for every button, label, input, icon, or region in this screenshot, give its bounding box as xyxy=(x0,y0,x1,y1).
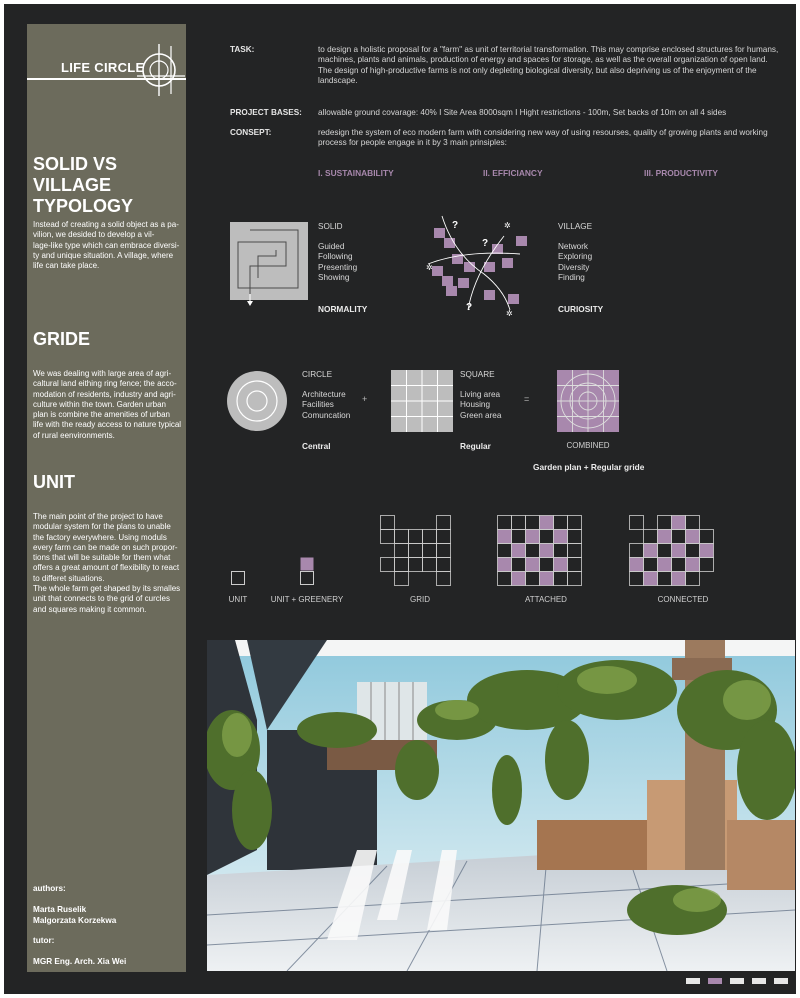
solid-spiral-diagram xyxy=(230,222,308,306)
connected-unit-cell xyxy=(686,572,700,586)
unit-greenery-label: UNIT + GREENERY xyxy=(270,595,344,604)
attached-unit-cell xyxy=(554,558,568,572)
attached-unit-cell xyxy=(554,530,568,544)
grid-unit-cell xyxy=(409,530,423,544)
grid-unit-cell xyxy=(437,544,451,558)
connected-unit-cell xyxy=(672,572,686,586)
connected-unit-cell xyxy=(630,544,644,558)
attached-unit-cell xyxy=(568,558,582,572)
circle-title: CIRCLE xyxy=(302,370,333,379)
solid-words: Guided Following Presenting Showing xyxy=(318,242,358,283)
connected-unit-cell xyxy=(672,544,686,558)
section-text-typology: Instead of creating a solid object as a pa- vilion, we desided to develop a vil- lage-like type which can embrace diversi- ty and unique situation. A village, where life can take place. xyxy=(33,220,180,271)
concept-label: CONSEPT: xyxy=(230,128,272,137)
attached-unit-cell xyxy=(498,530,512,544)
normality-label: NORMALITY xyxy=(318,304,368,314)
task-text: to design a holistic proposal for a "farm" as unit of territorial transformation. This may comprise enclosed structures for humans, machines, plants and animals, production of energy and spaces for storage, as well as the overall organization of open land. The design of high-productive farms is not only depleting biological diversity, but also depriving us of the enjoyment of the landscape. xyxy=(318,45,779,86)
combined-label: COMBINED xyxy=(566,441,610,450)
project-bases-text: allowable ground covarage: 40% I Site Area 8000sqm I Hight restrictions - 100m, Set backs of 10m on all 4 sides xyxy=(318,108,727,117)
attached-unit-cell xyxy=(568,544,582,558)
svg-text:?: ? xyxy=(466,302,473,313)
attached-units-diagram xyxy=(497,515,597,587)
connected-unit-cell xyxy=(672,530,686,544)
attached-unit-cell xyxy=(526,572,540,586)
attached-unit-cell xyxy=(526,558,540,572)
combined-diagram xyxy=(557,370,619,432)
attached-unit-cell xyxy=(512,572,526,586)
square-title: SQUARE xyxy=(460,370,495,379)
attached-unit-cell xyxy=(512,516,526,530)
connected-unit-cell xyxy=(658,572,672,586)
grid-unit-cell xyxy=(381,530,395,544)
grid-unit-cell xyxy=(395,530,409,544)
svg-text:✲: ✲ xyxy=(504,221,511,230)
unit-diagram xyxy=(231,571,246,586)
village-title: VILLAGE xyxy=(558,222,593,231)
attached-unit-cell xyxy=(568,530,582,544)
grid-unit-cell xyxy=(409,558,423,572)
attached-unit-cell xyxy=(526,544,540,558)
grid-label: GRID xyxy=(410,595,430,604)
svg-text:?: ? xyxy=(482,238,489,249)
attached-unit-cell xyxy=(568,516,582,530)
authors-names: Marta Ruselik Malgorzata Korzekwa xyxy=(33,905,117,925)
principle-sustainability: I. SUSTAINABILITY xyxy=(318,168,394,178)
attached-unit-cell xyxy=(526,516,540,530)
grid-unit-cell xyxy=(437,572,451,586)
attached-unit-cell xyxy=(512,530,526,544)
connected-unit-cell xyxy=(672,516,686,530)
circle-words: Architecture Facilities Comuncation xyxy=(302,390,351,420)
attached-unit-cell xyxy=(512,544,526,558)
concept-text: redesign the system of eco modern farm with considering new way of using resourses, quality of growing plants and working process for people engage in it by 3 main prinsiples: xyxy=(318,128,768,148)
square-grid-diagram xyxy=(391,370,453,432)
attached-unit-cell xyxy=(540,572,554,586)
page-dot[interactable] xyxy=(686,978,700,984)
plus-sign: + xyxy=(362,394,368,404)
connected-unit-cell xyxy=(672,558,686,572)
attached-label: ATTACHED xyxy=(525,595,567,604)
grid-unit-cell xyxy=(437,516,451,530)
connected-unit-cell xyxy=(686,544,700,558)
tutor-name: MGR Eng. Arch. Xia Wei xyxy=(33,957,127,966)
attached-unit-cell xyxy=(540,530,554,544)
page-dot[interactable] xyxy=(752,978,766,984)
svg-text:?: ? xyxy=(452,220,459,231)
grid-unit-cell xyxy=(423,530,437,544)
grid-unit-cell xyxy=(381,558,395,572)
connected-unit-cell xyxy=(700,558,714,572)
grid-unit-cell xyxy=(409,544,423,558)
attached-unit-cell xyxy=(554,572,568,586)
connected-unit-cell xyxy=(700,530,714,544)
connected-unit-cell xyxy=(644,572,658,586)
equals-sign: = xyxy=(524,394,530,404)
attached-unit-cell xyxy=(568,572,582,586)
attached-unit-cell xyxy=(526,530,540,544)
connected-unit-cell xyxy=(630,558,644,572)
page-dot[interactable] xyxy=(730,978,744,984)
section-heading-gride: GRIDE xyxy=(33,329,91,349)
grid-unit-cell xyxy=(395,558,409,572)
unit-label: UNIT xyxy=(228,595,248,604)
attached-unit-cell xyxy=(540,516,554,530)
connected-label: CONNECTED xyxy=(657,595,709,604)
square-words: Living area Housing Green area xyxy=(460,390,502,420)
connected-unit-cell xyxy=(686,558,700,572)
section-heading-typology: SOLID VS VILLAGE TYPOLOGY xyxy=(33,154,134,216)
attached-unit-cell xyxy=(498,572,512,586)
attached-unit-cell xyxy=(512,558,526,572)
central-label: Central xyxy=(302,441,331,451)
connected-unit-cell xyxy=(658,558,672,572)
grid-units-diagram xyxy=(380,515,466,587)
connected-unit-cell xyxy=(700,544,714,558)
grid-unit-cell xyxy=(423,544,437,558)
task-label: TASK: xyxy=(230,45,255,54)
connected-unit-cell xyxy=(686,516,700,530)
garden-plan-caption: Garden plan + Regular gride xyxy=(533,462,645,472)
curiosity-label: CURIOSITY xyxy=(558,304,604,314)
attached-unit-cell xyxy=(554,544,568,558)
attached-unit-cell xyxy=(498,544,512,558)
grid-unit-cell xyxy=(437,530,451,544)
connected-unit-cell xyxy=(686,530,700,544)
connected-unit-cell xyxy=(630,516,644,530)
connected-unit-cell xyxy=(644,558,658,572)
connected-units-diagram xyxy=(629,515,729,587)
regular-label: Regular xyxy=(460,441,491,451)
logo xyxy=(27,38,186,98)
page-dot[interactable] xyxy=(708,978,722,984)
courtyard-render-image xyxy=(207,640,795,971)
crosshair-circle-logo-icon xyxy=(135,40,187,98)
connected-unit-cell xyxy=(658,530,672,544)
attached-unit-cell xyxy=(498,516,512,530)
principle-productivity: III. PRODUCTIVITY xyxy=(644,168,718,178)
grid-unit-cell xyxy=(395,544,409,558)
grid-unit-cell xyxy=(423,558,437,572)
village-words: Network Exploring Diversity Finding xyxy=(558,242,593,283)
grid-unit-cell xyxy=(437,558,451,572)
section-heading-unit: UNIT xyxy=(33,472,75,492)
tutor-label: tutor: xyxy=(33,936,55,945)
connected-unit-cell xyxy=(658,516,672,530)
circle-diagram xyxy=(226,370,288,432)
attached-unit-cell xyxy=(554,516,568,530)
village-scatter-diagram xyxy=(424,214,534,318)
grid-unit-cell xyxy=(395,572,409,586)
section-text-unit: The main point of the project to have modular system for the plans to unable the factory everywhere. Using moduls every farm can be made on such propor- tions that will be suitable for them what offers a great amount of flexibility to react to differet situations. The whole farm get shaped by its smalles unit that connects to the grid of curcles and squares making it common. xyxy=(33,512,181,614)
connected-unit-cell xyxy=(630,572,644,586)
authors-label: authors: xyxy=(33,884,66,893)
logo-title: LIFE CIRCLE xyxy=(61,60,145,75)
connected-unit-cell xyxy=(644,544,658,558)
section-text-gride: We was dealing with large area of agri- caltural land eithing ring fence; the acco- modation of residents, industry and agri- culture within the town. Garden urban plan is combine the amenities of urban life with the ready access to nature typical of rural eenvironments. xyxy=(33,369,182,440)
connected-unit-cell xyxy=(658,544,672,558)
project-bases-label: PROJECT BASES: xyxy=(230,108,302,117)
attached-unit-cell xyxy=(540,558,554,572)
connected-unit-cell xyxy=(644,530,658,544)
principle-efficiancy: II. EFFICIANCY xyxy=(483,168,543,178)
svg-text:✲: ✲ xyxy=(426,263,433,272)
attached-unit-cell xyxy=(540,544,554,558)
attached-unit-cell xyxy=(498,558,512,572)
grid-unit-cell xyxy=(381,516,395,530)
svg-text:✲: ✲ xyxy=(506,309,513,318)
unit-greenery-diagram xyxy=(300,557,315,586)
page-dot[interactable] xyxy=(774,978,788,984)
sidebar-panel xyxy=(27,24,186,972)
solid-title: SOLID xyxy=(318,222,343,231)
